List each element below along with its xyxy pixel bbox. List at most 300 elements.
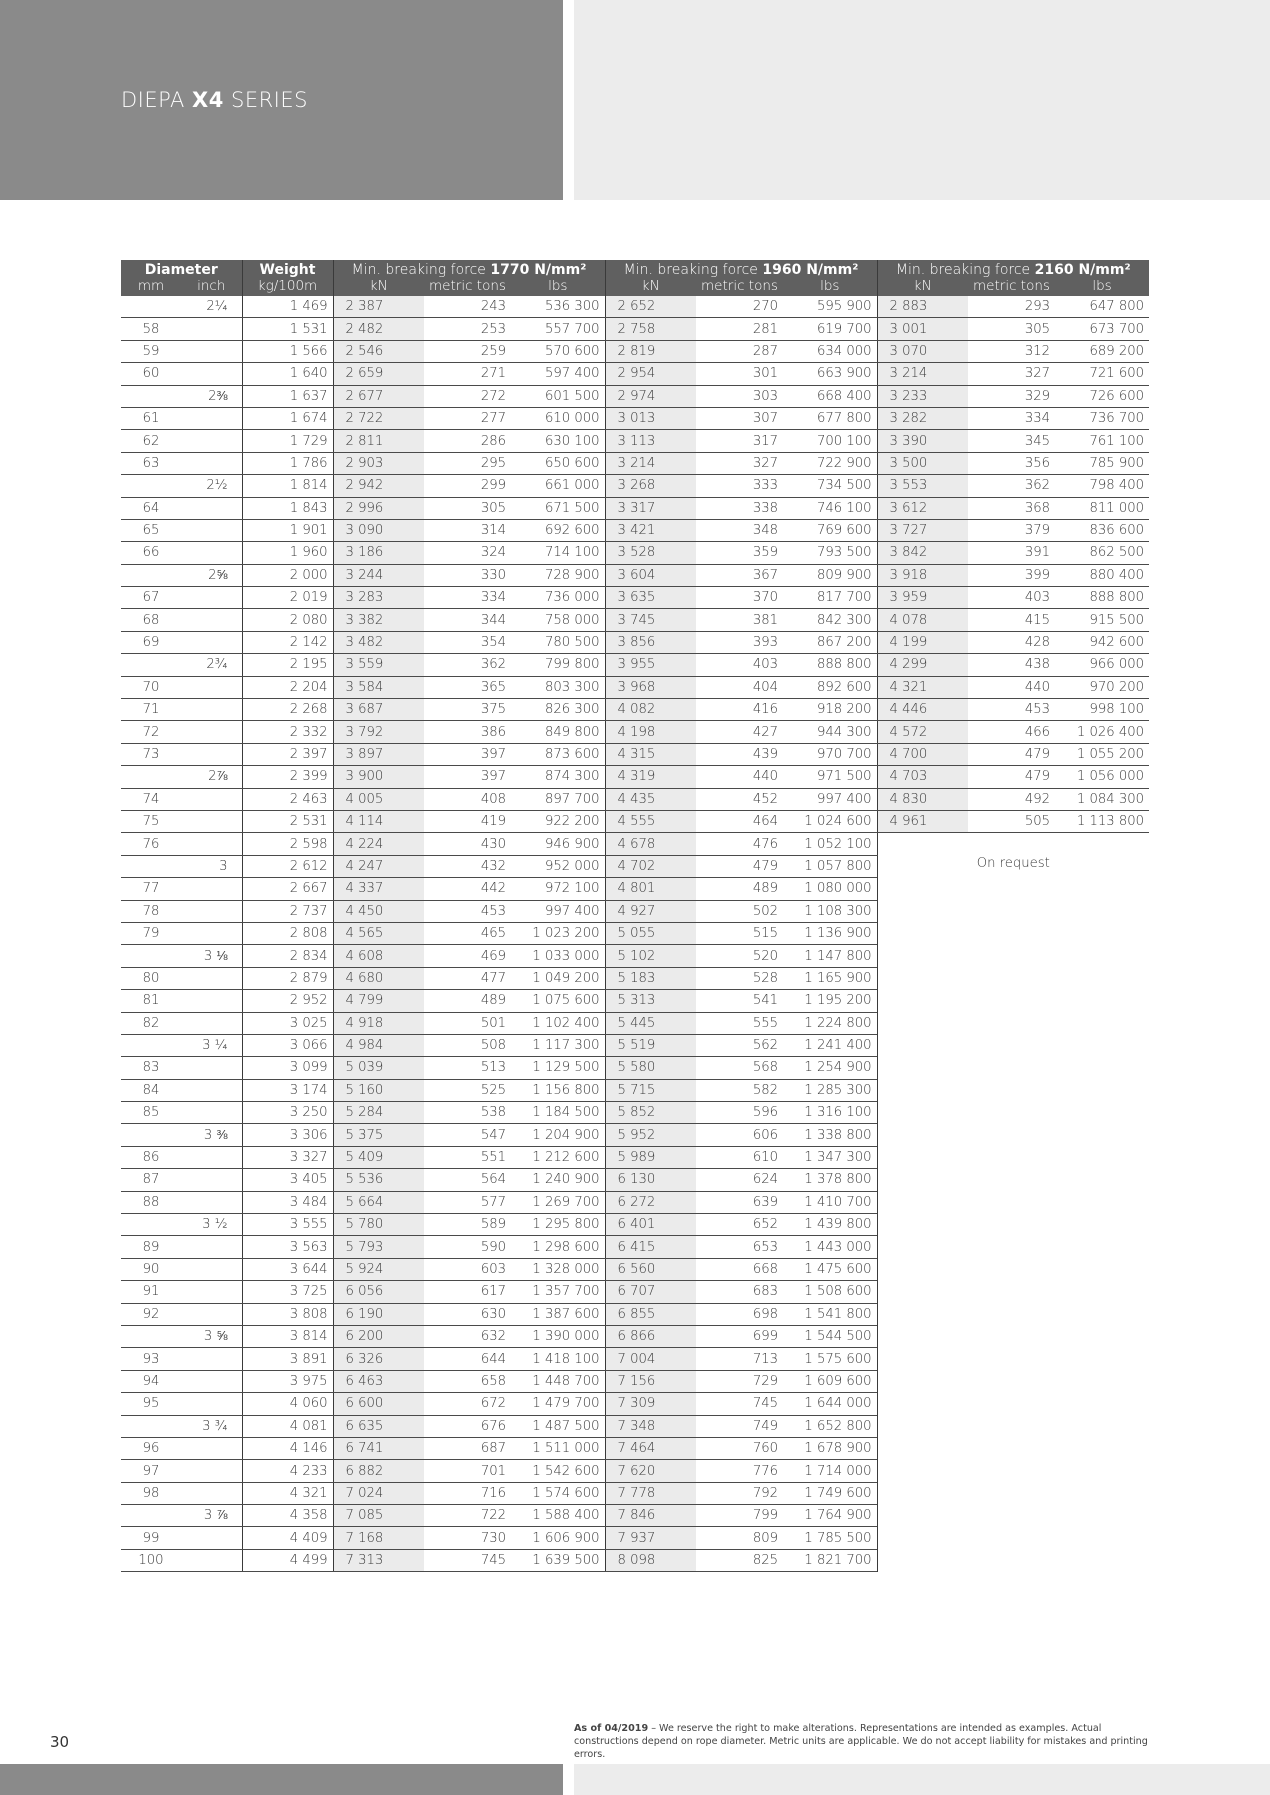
- table-cell: 918 200: [783, 699, 877, 721]
- table-cell: 4 114: [333, 810, 424, 832]
- table-cell: 3 382: [333, 609, 424, 631]
- table-cell: 811 000: [1055, 497, 1149, 519]
- table-cell: 825: [696, 1549, 783, 1571]
- table-cell: 466: [968, 721, 1055, 743]
- table-cell: 329: [968, 385, 1055, 407]
- table-cell: 359: [696, 542, 783, 564]
- table-cell: 505: [968, 810, 1055, 832]
- table-cell: 3 842: [877, 542, 968, 564]
- table-cell: [181, 1258, 242, 1280]
- table-cell: 1 475 600: [783, 1258, 877, 1280]
- table-cell: 3 559: [333, 654, 424, 676]
- table-cell: 379: [968, 519, 1055, 541]
- table-cell: 525: [424, 1079, 511, 1101]
- table-cell: 1 588 400: [511, 1505, 605, 1527]
- table-cell: 4 702: [605, 855, 696, 877]
- table-cell: 966 000: [1055, 654, 1149, 676]
- header-force-1770: Min. breaking force 1770 N/mm²: [333, 260, 605, 278]
- table-cell: 87: [121, 1169, 181, 1191]
- table-row: [121, 721, 1149, 743]
- table-cell: 1 714 000: [783, 1460, 877, 1482]
- table-cell: 2¾: [181, 654, 242, 676]
- table-cell: [181, 1079, 242, 1101]
- disclaimer-note: As of 04/2019 – We reserve the right to make alterations. Representations are intended as examples. Actual constructions depend on rope diameter. Metric units are applicable. We do not accept liability for mistakes and printing errors.: [574, 1723, 1148, 1760]
- table-cell: 3 ¾: [181, 1415, 242, 1437]
- table-cell: 1 254 900: [783, 1057, 877, 1079]
- unit-kn: kN: [333, 278, 424, 296]
- table-cell: 3 013: [605, 407, 696, 429]
- table-cell: 464: [696, 810, 783, 832]
- table-cell: 3 968: [605, 676, 696, 698]
- table-cell: [181, 1370, 242, 1392]
- table-cell: 785 900: [1055, 452, 1149, 474]
- table-cell: 3 955: [605, 654, 696, 676]
- table-cell: 3 814: [242, 1325, 333, 1347]
- table-cell: 780 500: [511, 631, 605, 653]
- table-cell: 538: [424, 1102, 511, 1124]
- table-cell: 4 409: [242, 1527, 333, 1549]
- unit-tons: metric tons: [696, 278, 783, 296]
- table-cell: 716: [424, 1482, 511, 1504]
- table-cell: 66: [121, 542, 181, 564]
- table-cell: 6 600: [333, 1393, 424, 1415]
- table-cell: 2 811: [333, 430, 424, 452]
- table-cell: 3 482: [333, 631, 424, 653]
- table-cell: 4 146: [242, 1437, 333, 1459]
- table-cell: 577: [424, 1191, 511, 1213]
- table-row: [121, 788, 1149, 810]
- table-cell: [181, 407, 242, 429]
- table-cell: 4 927: [605, 900, 696, 922]
- table-cell: 2 387: [333, 296, 424, 318]
- table-cell: 730: [424, 1527, 511, 1549]
- table-cell: 6 200: [333, 1325, 424, 1347]
- table-cell: 86: [121, 1146, 181, 1168]
- table-cell: 5 715: [605, 1079, 696, 1101]
- table-cell: 653: [696, 1236, 783, 1258]
- table-cell: 589: [424, 1214, 511, 1236]
- table-cell: [121, 1325, 181, 1347]
- table-cell: 3 ¼: [181, 1034, 242, 1056]
- table-cell: [181, 1102, 242, 1124]
- table-cell: 2 652: [605, 296, 696, 318]
- table-cell: 3 604: [605, 564, 696, 586]
- table-cell: 1 117 300: [511, 1034, 605, 1056]
- unit-kn: kN: [605, 278, 696, 296]
- table-cell: 776: [696, 1460, 783, 1482]
- table-cell: 672: [424, 1393, 511, 1415]
- table-cell: [181, 1437, 242, 1459]
- table-cell: 83: [121, 1057, 181, 1079]
- table-cell: 65: [121, 519, 181, 541]
- table-cell: [121, 475, 181, 497]
- table-cell: 469: [424, 945, 511, 967]
- table-cell: 5 055: [605, 922, 696, 944]
- table-cell: 736 700: [1055, 407, 1149, 429]
- table-cell: 7 156: [605, 1370, 696, 1392]
- table-cell: 4 060: [242, 1393, 333, 1415]
- table-cell: 639: [696, 1191, 783, 1213]
- table-cell: 1 574 600: [511, 1482, 605, 1504]
- table-cell: 7 004: [605, 1348, 696, 1370]
- table-cell: 7 085: [333, 1505, 424, 1527]
- table-cell: 673 700: [1055, 318, 1149, 340]
- table-cell: 61: [121, 407, 181, 429]
- table-cell: 4 918: [333, 1012, 424, 1034]
- unit-lbs: lbs: [1055, 278, 1149, 296]
- table-cell: 809: [696, 1527, 783, 1549]
- table-cell: 1 378 800: [783, 1169, 877, 1191]
- table-cell: 792: [696, 1482, 783, 1504]
- table-cell: 5 284: [333, 1102, 424, 1124]
- table-cell: 692 600: [511, 519, 605, 541]
- table-cell: 3 421: [605, 519, 696, 541]
- table-cell: 1 108 300: [783, 900, 877, 922]
- table-cell: 4 224: [333, 833, 424, 855]
- table-cell: 728 900: [511, 564, 605, 586]
- table-cell: 2 482: [333, 318, 424, 340]
- on-request-note: On request: [877, 833, 1149, 1572]
- table-cell: 862 500: [1055, 542, 1149, 564]
- table-cell: 2 883: [877, 296, 968, 318]
- table-cell: 1 241 400: [783, 1034, 877, 1056]
- table-cell: [181, 1169, 242, 1191]
- table-cell: [121, 1034, 181, 1056]
- table-row: [121, 519, 1149, 541]
- table-cell: [121, 654, 181, 676]
- table-row: [121, 430, 1149, 452]
- table-cell: [181, 1393, 242, 1415]
- table-cell: 365: [424, 676, 511, 698]
- table-cell: 873 600: [511, 743, 605, 765]
- table-cell: [181, 363, 242, 385]
- table-cell: [181, 1460, 242, 1482]
- header-band-light: [574, 0, 1270, 200]
- table-cell: 3 233: [877, 385, 968, 407]
- table-row: [121, 318, 1149, 340]
- table-cell: 1 448 700: [511, 1370, 605, 1392]
- table-cell: 1 511 000: [511, 1437, 605, 1459]
- table-cell: 2 903: [333, 452, 424, 474]
- table-row: [121, 385, 1149, 407]
- table-cell: 1 052 100: [783, 833, 877, 855]
- footer-band-light: [574, 1764, 1270, 1795]
- table-cell: 345: [968, 430, 1055, 452]
- table-cell: [181, 1303, 242, 1325]
- table-cell: 4 608: [333, 945, 424, 967]
- table-cell: 1 960: [242, 542, 333, 564]
- table-cell: 1 652 800: [783, 1415, 877, 1437]
- table-cell: 76: [121, 833, 181, 855]
- table-cell: 7 348: [605, 1415, 696, 1437]
- table-row: [121, 654, 1149, 676]
- table-cell: [121, 1505, 181, 1527]
- table-cell: 4 321: [877, 676, 968, 698]
- table-cell: 3 214: [605, 452, 696, 474]
- table-cell: 1 285 300: [783, 1079, 877, 1101]
- table-cell: 3 186: [333, 542, 424, 564]
- table-cell: 1 786: [242, 452, 333, 474]
- table-cell: 7 024: [333, 1482, 424, 1504]
- table-cell: 95: [121, 1393, 181, 1415]
- table-cell: [181, 542, 242, 564]
- table-cell: 603: [424, 1258, 511, 1280]
- table-cell: 74: [121, 788, 181, 810]
- table-cell: 1 749 600: [783, 1482, 877, 1504]
- table-cell: 700 100: [783, 430, 877, 452]
- table-cell: [181, 519, 242, 541]
- table-cell: 64: [121, 497, 181, 519]
- table-cell: 4 233: [242, 1460, 333, 1482]
- table-cell: 479: [696, 855, 783, 877]
- table-cell: 745: [424, 1549, 511, 1571]
- table-cell: 1 640: [242, 363, 333, 385]
- table-cell: 1 165 900: [783, 967, 877, 989]
- table-cell: 4 337: [333, 878, 424, 900]
- table-cell: 1 328 000: [511, 1258, 605, 1280]
- table-cell: 713: [696, 1348, 783, 1370]
- table-cell: 668 400: [783, 385, 877, 407]
- table-cell: 1 156 800: [511, 1079, 605, 1101]
- table-cell: 1 295 800: [511, 1214, 605, 1236]
- table-cell: 1 644 000: [783, 1393, 877, 1415]
- table-cell: 416: [696, 699, 783, 721]
- table-cell: 1 729: [242, 430, 333, 452]
- table-cell: 1 057 800: [783, 855, 877, 877]
- table-row: [121, 475, 1149, 497]
- table-cell: 6 326: [333, 1348, 424, 1370]
- table-cell: 1 542 600: [511, 1460, 605, 1482]
- table-cell: 271: [424, 363, 511, 385]
- table-cell: 555: [696, 1012, 783, 1034]
- table-cell: 2½: [181, 475, 242, 497]
- table-cell: 465: [424, 922, 511, 944]
- table-cell: 1 609 600: [783, 1370, 877, 1392]
- table-cell: 2⅞: [181, 766, 242, 788]
- table-cell: 75: [121, 810, 181, 832]
- table-cell: 698: [696, 1303, 783, 1325]
- table-cell: 4 321: [242, 1482, 333, 1504]
- table-cell: 745: [696, 1393, 783, 1415]
- table-cell: 314: [424, 519, 511, 541]
- table-cell: 1 901: [242, 519, 333, 541]
- table-cell: 397: [424, 766, 511, 788]
- table-cell: 7 778: [605, 1482, 696, 1504]
- table-cell: 915 500: [1055, 609, 1149, 631]
- table-cell: 4 081: [242, 1415, 333, 1437]
- table-cell: 1 387 600: [511, 1303, 605, 1325]
- table-cell: 2 019: [242, 587, 333, 609]
- table-cell: 324: [424, 542, 511, 564]
- table-cell: 4 572: [877, 721, 968, 743]
- table-row: [121, 587, 1149, 609]
- table-cell: 5 793: [333, 1236, 424, 1258]
- table-cell: 317: [696, 430, 783, 452]
- table-cell: 368: [968, 497, 1055, 519]
- table-cell: 333: [696, 475, 783, 497]
- table-cell: [181, 587, 242, 609]
- table-cell: 726 600: [1055, 385, 1149, 407]
- table-cell: 562: [696, 1034, 783, 1056]
- table-cell: 647 800: [1055, 296, 1149, 318]
- unit-kn: kN: [877, 278, 968, 296]
- table-cell: 348: [696, 519, 783, 541]
- table-cell: 479: [968, 766, 1055, 788]
- table-cell: 652: [696, 1214, 783, 1236]
- table-cell: 5 375: [333, 1124, 424, 1146]
- table-cell: 6 463: [333, 1370, 424, 1392]
- table-cell: 1 212 600: [511, 1146, 605, 1168]
- table-cell: 2 080: [242, 609, 333, 631]
- table-cell: 272: [424, 385, 511, 407]
- table-cell: 1 843: [242, 497, 333, 519]
- table-cell: 82: [121, 1012, 181, 1034]
- table-cell: [181, 922, 242, 944]
- table-cell: [181, 833, 242, 855]
- table-cell: 72: [121, 721, 181, 743]
- table-cell: 515: [696, 922, 783, 944]
- table-cell: 1 821 700: [783, 1549, 877, 1571]
- table-cell: 650 600: [511, 452, 605, 474]
- table-cell: 3 250: [242, 1102, 333, 1124]
- table-cell: [181, 340, 242, 362]
- table-cell: 689 200: [1055, 340, 1149, 362]
- table-cell: 3 ⅜: [181, 1124, 242, 1146]
- table-cell: [121, 766, 181, 788]
- header-diameter: Diameter: [121, 260, 242, 278]
- table-cell: 557 700: [511, 318, 605, 340]
- table-cell: 630: [424, 1303, 511, 1325]
- table-cell: 721 600: [1055, 363, 1149, 385]
- table-cell: 5 160: [333, 1079, 424, 1101]
- table-cell: 1 024 600: [783, 810, 877, 832]
- table-cell: 6 855: [605, 1303, 696, 1325]
- table-cell: 922 200: [511, 810, 605, 832]
- table-cell: 701: [424, 1460, 511, 1482]
- table-cell: 440: [696, 766, 783, 788]
- table-cell: 1 531: [242, 318, 333, 340]
- table-cell: 3 975: [242, 1370, 333, 1392]
- table-cell: 453: [968, 699, 1055, 721]
- table-cell: 307: [696, 407, 783, 429]
- unit-inch: inch: [181, 278, 242, 296]
- table-cell: 536 300: [511, 296, 605, 318]
- table-cell: 1 410 700: [783, 1191, 877, 1213]
- table-cell: 1 606 900: [511, 1527, 605, 1549]
- table-cell: 2 463: [242, 788, 333, 810]
- table-cell: 5 102: [605, 945, 696, 967]
- table-cell: 6 635: [333, 1415, 424, 1437]
- table-cell: 92: [121, 1303, 181, 1325]
- table-cell: 386: [424, 721, 511, 743]
- table-cell: 1 147 800: [783, 945, 877, 967]
- table-cell: 476: [696, 833, 783, 855]
- table-cell: 438: [968, 654, 1055, 676]
- table-cell: 722: [424, 1505, 511, 1527]
- table-cell: 6 401: [605, 1214, 696, 1236]
- table-cell: 354: [424, 631, 511, 653]
- unit-tons: metric tons: [968, 278, 1055, 296]
- table-cell: 970 200: [1055, 676, 1149, 698]
- table-cell: 303: [696, 385, 783, 407]
- table-cell: 2 531: [242, 810, 333, 832]
- table-cell: 312: [968, 340, 1055, 362]
- table-cell: 1 224 800: [783, 1012, 877, 1034]
- table-cell: 663 900: [783, 363, 877, 385]
- table-cell: 888 800: [1055, 587, 1149, 609]
- table-cell: 70: [121, 676, 181, 698]
- table-cell: [181, 990, 242, 1012]
- table-cell: [121, 564, 181, 586]
- table-cell: 3 918: [877, 564, 968, 586]
- table-cell: 3 390: [877, 430, 968, 452]
- table-cell: 1 129 500: [511, 1057, 605, 1079]
- table-cell: 453: [424, 900, 511, 922]
- table-cell: 334: [424, 587, 511, 609]
- table-cell: [181, 788, 242, 810]
- table-cell: 3 727: [877, 519, 968, 541]
- table-cell: 2 737: [242, 900, 333, 922]
- table-cell: 6 560: [605, 1258, 696, 1280]
- table-cell: 1 136 900: [783, 922, 877, 944]
- table-cell: 4 799: [333, 990, 424, 1012]
- table-cell: 3 897: [333, 743, 424, 765]
- table-cell: 761 100: [1055, 430, 1149, 452]
- table-cell: 501: [424, 1012, 511, 1034]
- table-cell: 610: [696, 1146, 783, 1168]
- table-cell: 551: [424, 1146, 511, 1168]
- table-cell: 69: [121, 631, 181, 653]
- table-cell: 3 ½: [181, 1214, 242, 1236]
- table-cell: [181, 878, 242, 900]
- table-cell: 1 033 000: [511, 945, 605, 967]
- header-force-2160: Min. breaking force 2160 N/mm²: [877, 260, 1149, 278]
- table-cell: 6 130: [605, 1169, 696, 1191]
- table-row: [121, 452, 1149, 474]
- table-cell: 606: [696, 1124, 783, 1146]
- table-cell: 81: [121, 990, 181, 1012]
- unit-lbs: lbs: [783, 278, 877, 296]
- table-cell: 1 080 000: [783, 878, 877, 900]
- table-cell: 798 400: [1055, 475, 1149, 497]
- table-cell: 1 390 000: [511, 1325, 605, 1347]
- table-cell: 334: [968, 407, 1055, 429]
- table-cell: [181, 497, 242, 519]
- table-cell: 2 954: [605, 363, 696, 385]
- table-cell: 3 644: [242, 1258, 333, 1280]
- table-cell: 5 536: [333, 1169, 424, 1191]
- table-cell: [181, 676, 242, 698]
- table-cell: 4 198: [605, 721, 696, 743]
- table-cell: 2 722: [333, 407, 424, 429]
- table-cell: 892 600: [783, 676, 877, 698]
- table-cell: 617: [424, 1281, 511, 1303]
- table-cell: 568: [696, 1057, 783, 1079]
- table-cell: 619 700: [783, 318, 877, 340]
- table-cell: 4 984: [333, 1034, 424, 1056]
- table-cell: [121, 1214, 181, 1236]
- table-cell: 634 000: [783, 340, 877, 362]
- table-cell: 2 204: [242, 676, 333, 698]
- table-cell: 601 500: [511, 385, 605, 407]
- table-cell: 452: [696, 788, 783, 810]
- table-cell: 793 500: [783, 542, 877, 564]
- table-cell: 301: [696, 363, 783, 385]
- table-cell: 1 479 700: [511, 1393, 605, 1415]
- table-cell: 1 357 700: [511, 1281, 605, 1303]
- table-cell: [181, 318, 242, 340]
- table-cell: 2 332: [242, 721, 333, 743]
